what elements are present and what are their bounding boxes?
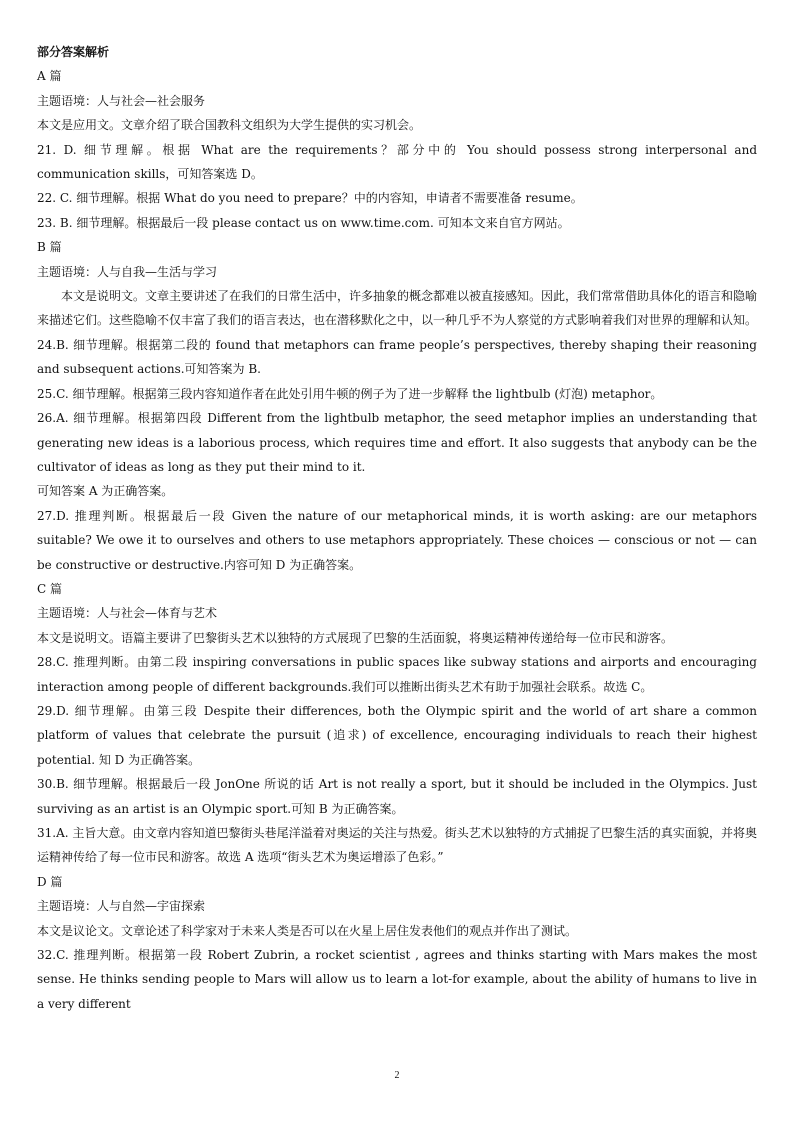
answer-30: 30.B. 细节理解。根据最后一段 JonOne 所说的话 Art is not really a sport, but it should be included in the Olympics. Just surviving as an artist is an Olympic sport.可知 B 为正确答案。	[37, 777, 757, 816]
section-a-heading: A 篇	[37, 69, 62, 84]
answer-28: 28.C. 推理判断。由第二段 inspiring conversations in public spaces like subway stations and airports and encouraging interaction among people of different backgrounds.我们可以推断出街头艺术有助于加强社会联系。故选 C。	[37, 655, 757, 694]
section-c-intro: 本文是说明文。语篇主要讲了巴黎街头艺术以独特的方式展现了巴黎的生活面貌，将奥运精神传递给每一位市民和游客。	[37, 630, 674, 645]
section-a-intro: 本文是应用文。文章介绍了联合国教科文组织为大学生提供的实习机会。	[37, 118, 422, 133]
answer-27: 27.D. 推理判断。根据最后一段 Given the nature of our metaphorical minds, it is worth asking: are our metaphors suitable? We owe it to ourselves and others to use metaphors appropriately. These choices — conscious or not — can be constructive or destructive.内容可知 D 为正确答案。	[37, 508, 757, 572]
section-d-intro: 本文是议论文。文章论述了科学家对于未来人类是否可以在火星上居住发表他们的观点并作出了测试。	[37, 923, 578, 938]
answer-25: 25.C. 细节理解。根据第三段内容知道作者在此处引用牛顿的例子为了进一步解释 the lightbulb (灯泡) metaphor。	[37, 386, 663, 401]
section-b-context: 主题语境：人与自我—生活与学习	[37, 264, 218, 279]
section-a-context: 主题语境：人与社会—社会服务	[37, 93, 206, 108]
answer-21: 21. D. 细节理解。根据 What are the requirements？部分中的 You should possess strong interpersonal and communication skills，可知答案选 D。	[37, 142, 757, 182]
answer-24: 24.B. 细节理解。根据第二段的 found that metaphors can frame people’s perspectives, thereby shaping their reasoning and subsequent actions.可知答案为 B.	[37, 337, 757, 377]
section-b-intro: 本文是说明文。文章主要讲述了在我们的日常生活中，许多抽象的概念都难以被直接感知。因此，我们常常借助具体化的语言和隐喻来描述它们。这些隐喻不仅丰富了我们的语言表达，也在潜移默化之中，以一种几乎不为人察觉的方式影响着我们对世界的理解和认知。	[37, 289, 758, 328]
document-page	[37, 40, 757, 1016]
answer-31: 31.A. 主旨大意。由文章内容知道巴黎街头巷尾洋溢着对奥运的关注与热爱。街头艺术以独特的方式捕捉了巴黎生活的真实面貌，并将奥运精神传给了每一位市民和游客。故选 A 选项“街头艺术为奥运增添了色彩。”	[37, 826, 757, 865]
section-c-heading: C 篇	[37, 581, 62, 596]
section-d-context: 主题语境：人与自然—宇宙探索	[37, 899, 206, 914]
answer-26-conclusion: 可知答案 A 为正确答案。	[37, 484, 174, 499]
answer-32: 32.C. 推理判断。根据第一段 Robert Zubrin, a rocket scientist , agrees and thinks starting with Mars makes the most sense. He thinks sending people to Mars will allow us to learn a lot-for example, about the ability of humans to live in a very different	[37, 948, 757, 1011]
section-d-heading: D 篇	[37, 874, 63, 889]
section-b-heading: B 篇	[37, 240, 62, 255]
page-number: 2	[394, 1070, 400, 1081]
answer-23: 23. B. 细节理解。根据最后一段 please contact us on www.time.com. 可知本文来自官方网站。	[37, 215, 570, 230]
answer-29: 29.D. 细节理解。由第三段 Despite their differences, both the Olympic spirit and the world of art share a common platform of values that celebrate the pursuit (追求) of excellence, encouraging individuals to reach their highest potential. 知 D 为正确答案。	[37, 703, 757, 767]
document-title: 部分答案解析	[37, 45, 110, 59]
answer-22: 22. C. 细节理解。根据 What do you need to prepare？中的内容知，申请者不需要准备 resume。	[37, 191, 583, 206]
answer-26: 26.A. 细节理解。根据第四段 Different from the lightbulb metaphor, the seed metaphor implies an understanding that generating new ideas is a laborious process, which requires time and effort. It also suggests that anybody can be the cultivator of ideas as long as they put their mind to it.	[37, 411, 757, 474]
section-c-context: 主题语境：人与社会—体育与艺术	[37, 606, 218, 621]
